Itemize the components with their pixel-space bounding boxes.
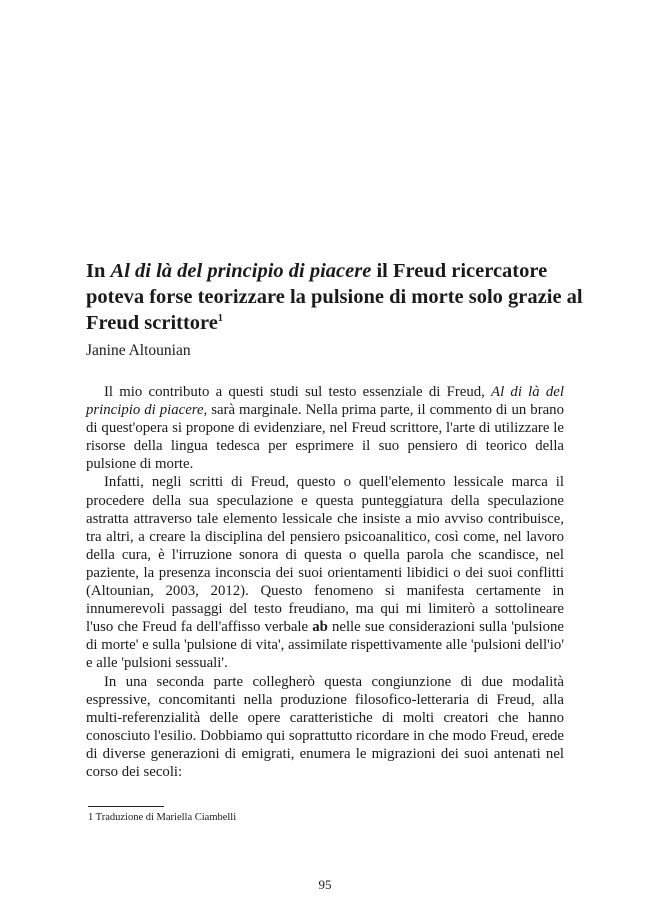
- paragraph-2-text-b: nelle sue considerazioni sulla 'pulsione di morte' e sulla 'pulsione di vita', assimilate rispettivamente alle 'pulsioni dell'io' e alle 'pulsioni sessuali'.: [86, 619, 565, 672]
- paragraph-2-text-a: Infatti, negli scritti di Freud, questo o quell'elemento lessicale marca il procedere della sua speculazione e questa punteggiatura della speculazione astratta attraverso tale elemento lessicale che insiste a mio avviso contribuisce, tra altri, a creare la disciplina del pensiero psicoanalitico, così come, nel lavoro della cura, è l'irruzione sonora di questa o quella parola che scandisce, nel paziente, la presenza inconscia dei suoi orientamenti libidici o dei suoi conflitti (Altounian, 2003, 2012). Questo fenomeno si manifesta certamente in innumerevoli passaggi del testo freudiano, ma qui mi limiterò a sottolineare l'uso che Freud fa dell'affisso verbale: [86, 474, 564, 636]
- paragraph-3: [86, 673, 564, 782]
- paragraph-1-text-b: , sarà marginale. Nella prima parte, il commento di un brano di quest'opera si propone di evidenziare, nel Freud scrittore, l'arte di utilizzare le risorse della lingua tedesca per esprimere il suo pensiero di teorico della pulsione di morte.: [86, 402, 564, 473]
- paragraph-1-text-a: Il mio contributo a questi studi sul testo essenziale di Freud,: [104, 384, 492, 400]
- paragraph-2-bold-affix: ab: [312, 619, 328, 636]
- title-prefix: In: [86, 260, 111, 282]
- body-text: [86, 383, 564, 781]
- article-title: [86, 258, 586, 336]
- title-suffix: il Freud ricercatore poteva forse teorizzare la pulsione di morte solo grazie al Freud scrittore: [86, 260, 583, 334]
- footnote: 1 Traduzione di Mariella Ciambelli: [88, 812, 237, 823]
- title-footnote-ref: 1: [217, 313, 223, 325]
- footnote-divider: [88, 806, 164, 807]
- paragraph-3-text-a: In una seconda parte collegherò questa congiunzione di due modalità espressive, concomitanti nella produzione filosofico-letteraria di Freud, alla multi-referenzialità delle opere caratteristiche di molti creatori che hanno conosciuto l'esilio. Dobbiamo qui soprattutto ricordare in che modo Freud, erede di diverse generazioni di emigrati, enumera le migrazioni dei suoi antenati nel corso dei secoli:: [86, 673, 564, 780]
- author-name: Janine Altounian: [86, 342, 191, 359]
- paragraph-1: [86, 383, 564, 473]
- title-italic-work: Al di là del principio di piacere: [110, 260, 372, 282]
- paragraph-1-italic-work: Al di là del principio di piacere: [86, 384, 564, 419]
- page-number: 95: [318, 877, 332, 892]
- paragraph-2: [86, 473, 564, 672]
